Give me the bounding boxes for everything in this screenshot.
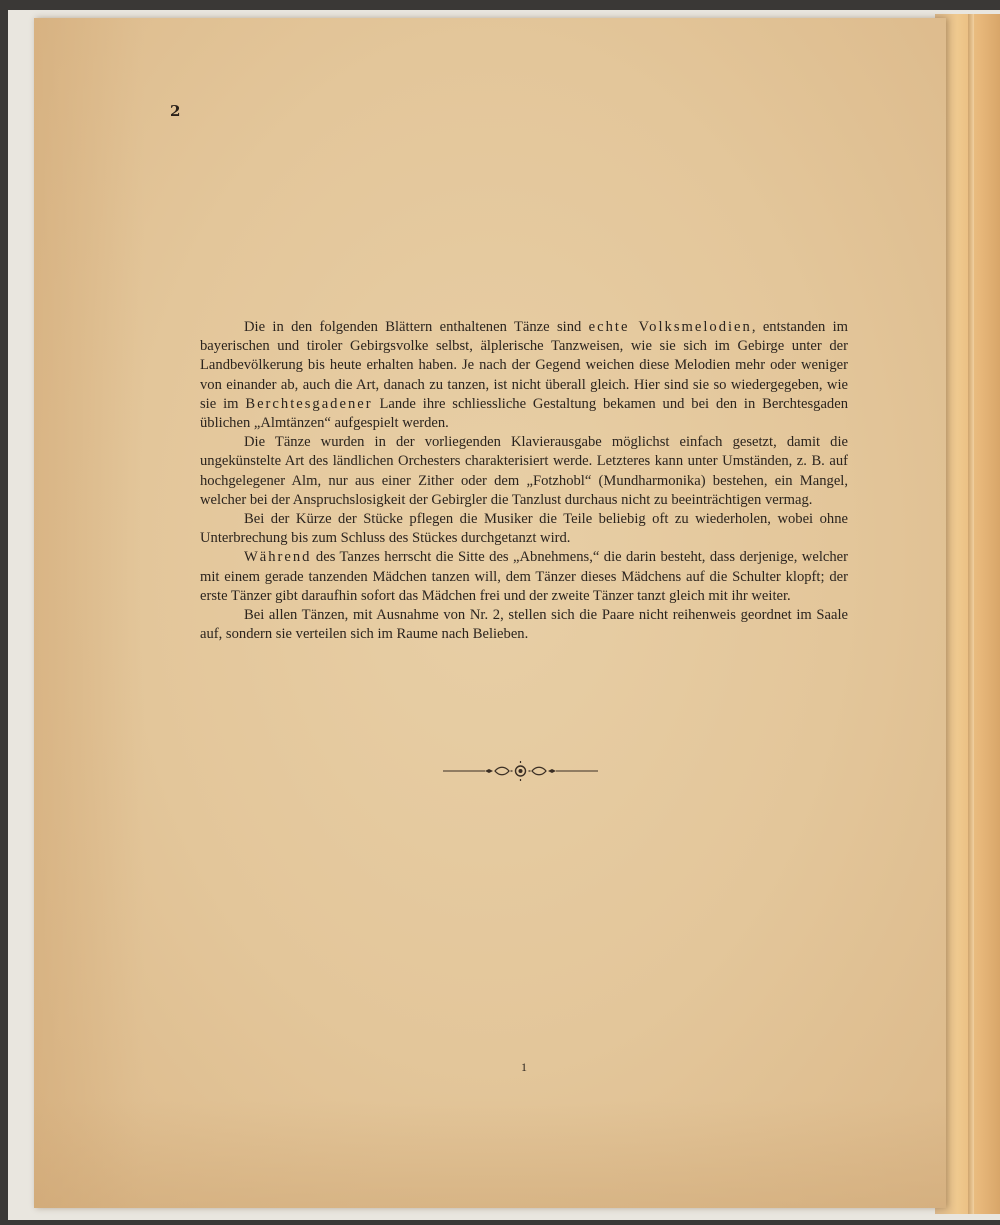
footnote-mark: 1 (521, 1060, 527, 1074)
spaced-emphasis-text: Während (244, 549, 312, 566)
paragraph (200, 548, 848, 606)
page-fold-shadow (968, 14, 974, 1214)
page-number: 2 (170, 102, 181, 120)
paragraph (200, 433, 848, 510)
spaced-emphasis-text: Berchtesgadener (245, 395, 373, 412)
fleuron-divider-icon (443, 760, 598, 782)
paragraph-text: des Tanzes herrscht die Sitte des „Abnehmens,“ die darin besteht, dass derjenige, welcher mit einem gerade tanzenden Mädchen tanzen will, dem Tänzer dieses Mädchens auf die Schulter klopft; der erste Tänzer gibt daraufhin sofort das Mädchen frei und der zweite Tänzer tanzt gleich mit ihr weiter. (200, 549, 848, 604)
paragraph (200, 510, 848, 548)
page-wear-left (34, 18, 144, 1208)
body-text (200, 318, 848, 644)
paragraph-text: Die Tänze wurden in der vorliegenden Klavierausgabe möglichst einfach gesetzt, damit die ungekünstelte Art des ländlichen Orchesters charakterisiert werde. Letzteres kann unter Umständen, z. B. auf hochgelegener Alm, nur aus einer Zither oder dem „Fotzhobl“ (Mundharmonika) bestehen, ein Mangel, welcher bei der Anspruchslosigkeit der Gebirgler die Tanzlust durchaus nicht zu beeinträchtigen vermag. (200, 434, 848, 508)
page-wear-bottom (34, 1100, 946, 1208)
paragraph-text: Lande ihre schliessliche Gestaltung bekamen und bei den in Berchtesgaden üblichen „Almtänzen“ aufgespielt werden. (200, 395, 849, 432)
spaced-emphasis-text: echte Volksmelodien (588, 319, 752, 335)
paragraph (200, 606, 848, 644)
paragraph-text: Bei allen Tänzen, mit Ausnahme von Nr. 2, stellen sich die Paare nicht reihenweis geordnet im Saale auf, sondern sie verteilen sich im Raume nach Belieben. (200, 607, 848, 643)
paragraph (200, 318, 848, 433)
paragraph-text: Die in den folgenden Blättern enthaltenen Tänze sind (244, 319, 589, 335)
paragraph-text: , entstanden im bayerischen und tiroler Gebirgsvolke selbst, älplerische Tanzweisen, wie sie sich im Gebirge unter der Landbevölkerung bis heute erhalten haben. Je nach der Gegend weichen diese Melodien mehr oder weniger von einander ab, auch die Art, danach zu tanzen, ist nicht überall gleich. Hier sind sie so wiedergegeben, wie sie im (200, 319, 848, 412)
paragraph-text: Bei der Kürze der Stücke pflegen die Musiker die Teile beliebig oft zu wiederholen, wobei ohne Unterbrechung bis zum Schluss des Stückes durchgetanzt wird. (200, 511, 848, 547)
